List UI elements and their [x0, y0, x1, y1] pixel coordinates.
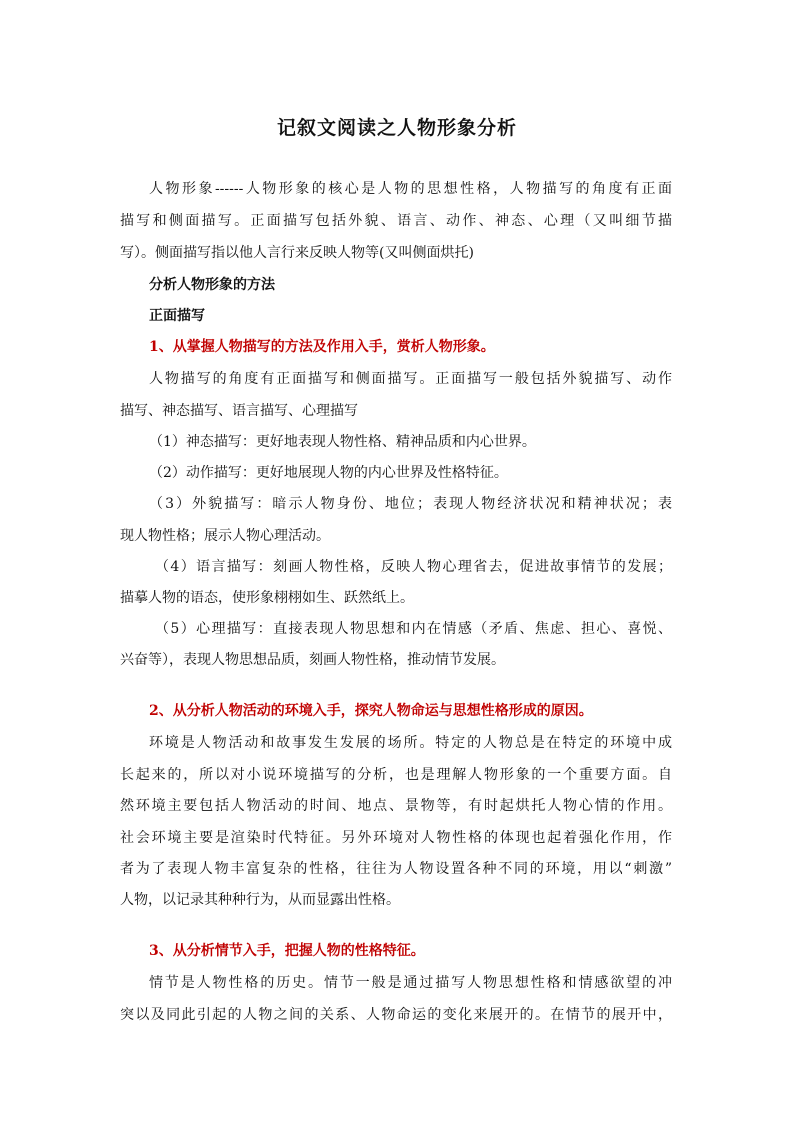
section2-line: 环境是人物活动和故事发生发展的场所。特定的人物总是在特定的环境中成 [149, 735, 672, 751]
section1-line: （2）动作描写：更好地展现人物的内心世界及性格特征。 [149, 465, 508, 481]
section1-line: 描写、神态描写、语言描写、心理描写 [120, 403, 358, 419]
section1-line: （3）外貌描写：暗示人物身份、地位；表现人物经济状况和精神状况；表 [149, 496, 672, 512]
section1-heading: 1、从掌握人物描写的方法及作用入手，赏析人物形象。 [149, 339, 495, 355]
section2-line: 长起来的，所以对小说环境描写的分析，也是理解人物形象的一个重要方面。自 [120, 767, 672, 783]
document-title: 记叙文阅读之人物形象分析 [276, 117, 517, 139]
section3-line: 突以及同此引起的人物之间的关系、人物命运的变化来展开的。在情节的展开中， [120, 1007, 672, 1023]
section1-line: （5）心理描写：直接表现人物思想和内在情感（矛盾、焦虑、担心、喜悦、 [155, 621, 672, 637]
intro-line-3: 写）。侧面描写指以他人言行来反映人物等(又叫侧面烘托) [120, 245, 474, 261]
intro-line-2: 描写和侧面描写。正面描写包括外貌、语言、动作、神态、心理（又叫细节描 [120, 213, 672, 229]
section1-line: 兴奋等），表现人物思想品质，刻画人物性格，推动情节发展。 [120, 652, 505, 668]
section1-line: 现人物性格；展示人物心理活动。 [120, 528, 330, 544]
heading-direct-description: 正面描写 [149, 308, 205, 324]
section1-line: 描摹人物的语态，使形象栩栩如生、跃然纸上。 [120, 590, 414, 606]
section2-line: 者为了表现人物丰富复杂的性格，往往为人物设置各种不同的环境，用以“刺激” [120, 861, 672, 877]
section1-line: （1）神态描写：更好地表现人物性格、精神品质和内心世界。 [149, 434, 536, 450]
section1-line: （4）语言描写：刻画人物性格，反映人物心理省去，促进故事情节的发展； [155, 559, 672, 575]
section2-line: 社会环境主要是渲染时代特征。另外环境对人物性格的体现也起着强化作用，作 [120, 830, 672, 846]
section1-line: 人物描写的角度有正面描写和侧面描写。正面描写一般包括外貌描写、动作 [149, 371, 672, 387]
heading-methods: 分析人物形象的方法 [149, 277, 275, 293]
section3-line: 情节是人物性格的历史。情节一般是通过描写人物思想性格和情感欲望的冲 [149, 975, 672, 991]
section2-line: 人物，以记录其种种行为，从而显露出性格。 [120, 892, 400, 908]
section3-heading: 3、从分析情节入手，把握人物的性格特征。 [149, 943, 425, 959]
intro-line-1: 人物形象------人物形象的核心是人物的思想性格，人物描写的角度有正面 [149, 181, 672, 197]
section2-line: 然环境主要包括人物活动的时间、地点、景物等，有时起烘托人物心情的作用。 [120, 798, 672, 814]
section2-heading: 2、从分析人物活动的环境入手，探究人物命运与思想性格形成的原因。 [149, 703, 593, 719]
